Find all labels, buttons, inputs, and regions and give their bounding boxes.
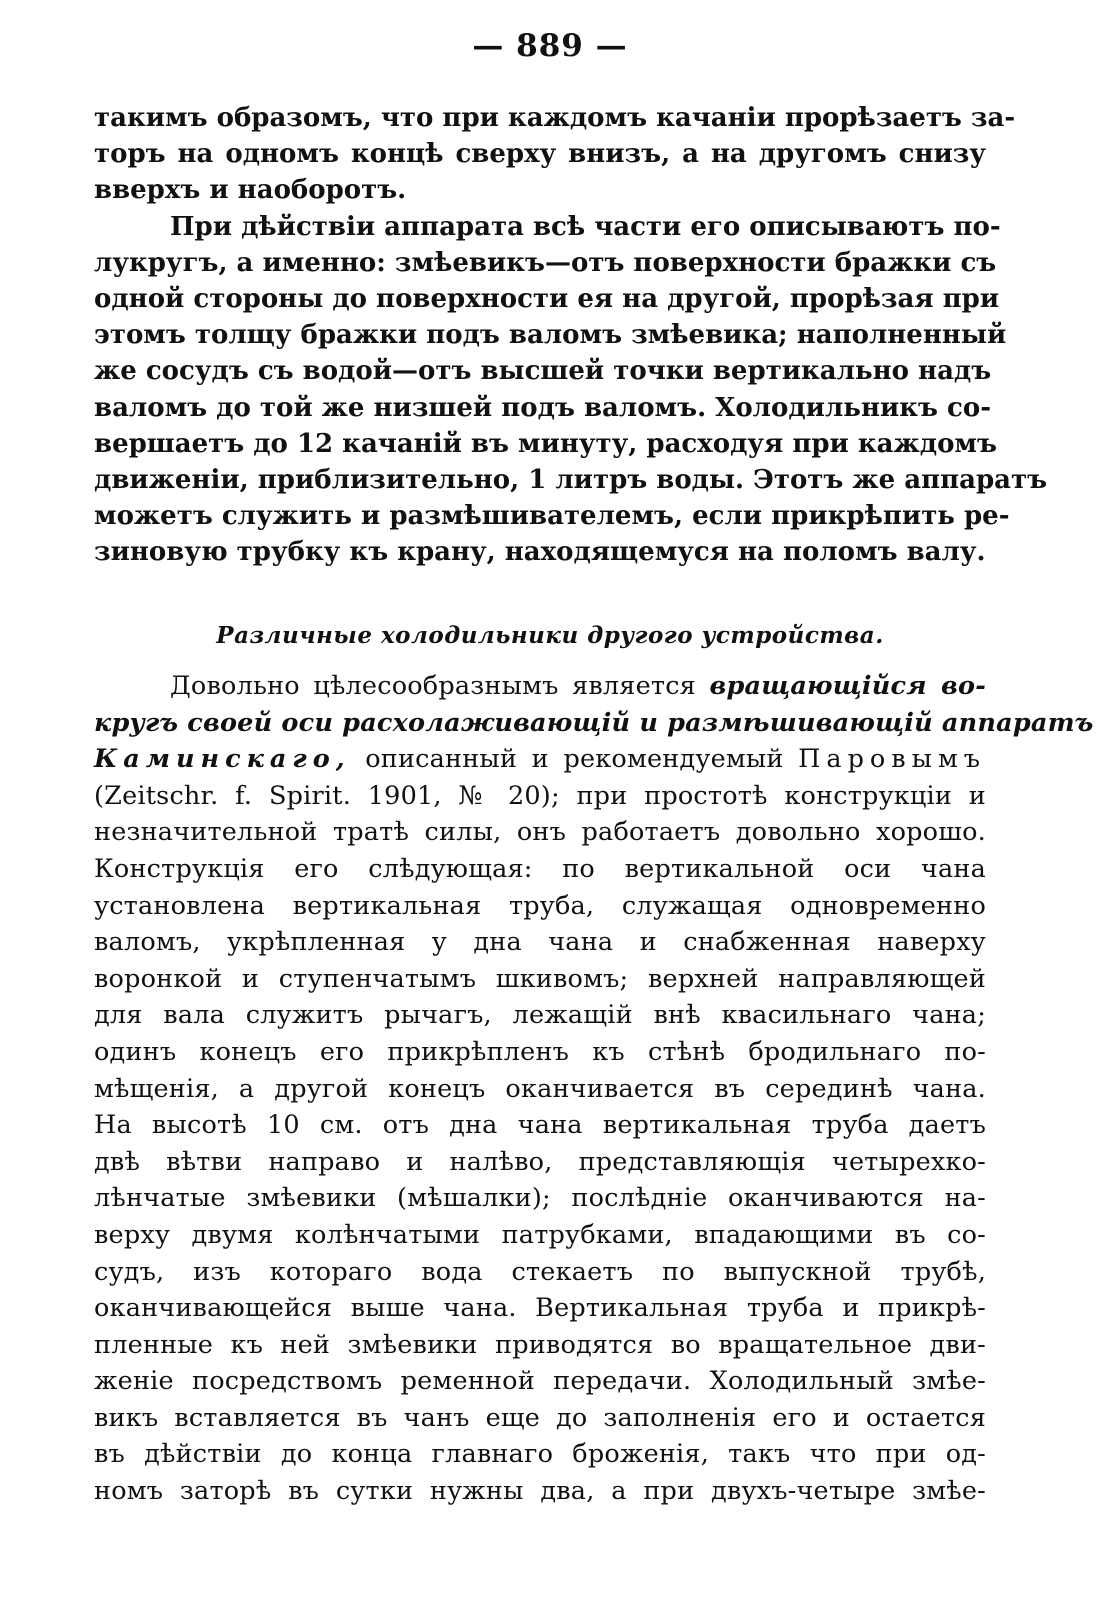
emphasis-run: кругъ своей оси расхолаживающій и размѣшивающій аппаратъ	[94, 707, 1094, 738]
text-line: лукругъ, а именно: змѣевикъ—отъ поверхности бражки съ	[94, 247, 997, 278]
text-line: же сосудъ съ водой—отъ высшей точки вертикально надъ	[94, 356, 992, 387]
text-line: Конструкція его слѣдующая: по вертикальной оси чана	[94, 853, 986, 884]
text-line: На высотѣ 10 см. отъ дна чана вертикальная труба даетъ	[94, 1110, 986, 1141]
text-line: незначительной тратѣ силы, онъ работаетъ довольно хорошо.	[94, 817, 986, 848]
text-line: въ дѣйствіи до конца главнаго броженія, такъ что при од-	[94, 1439, 986, 1470]
text-line	[94, 705, 1094, 742]
text-line: зиновую трубку къ крану, находящемуся на поломъ валу.	[94, 537, 986, 568]
text-line: этомъ толщу бражки подъ валомъ змѣевика; наполненный	[94, 320, 1007, 351]
text-line: вершаетъ до 12 качаній въ минуту, расходуя при каждомъ	[94, 428, 997, 459]
text-run: описанный и рекомендуемый	[350, 744, 799, 775]
text-line: викъ вставляется въ чанъ еще до заполненія его и остается	[94, 1402, 986, 1433]
author-name: Паровымъ	[798, 744, 986, 775]
text-line: валомъ до той же низшей подъ валомъ. Холодильникъ со-	[94, 392, 991, 423]
paragraph-block-2	[94, 668, 1094, 1510]
text-line: такимъ образомъ, что при каждомъ качаніи прорѣзаетъ за-	[94, 103, 1016, 133]
text-line: женіе посредствомъ ременной передачи. Холодильный змѣе-	[94, 1366, 986, 1397]
text-line: для вала служитъ рычагъ, лежащій внѣ квасильнаго чана;	[94, 1000, 986, 1031]
text-line: валомъ, укрѣпленная у дна чана и снабженная наверху	[94, 927, 986, 958]
page-number: — 889 —	[472, 28, 628, 64]
text-line: установлена вертикальная труба, служащая одновременно	[94, 890, 986, 921]
text-line: пленные къ ней змѣевики приводятся во вращательное дви-	[94, 1329, 986, 1360]
author-name: Каминскаго,	[94, 744, 351, 775]
emphasis-run: вращающійся во-	[709, 671, 986, 701]
text-line: двѣ вѣтви направо и налѣво, представляющія четырехко-	[94, 1146, 986, 1177]
text-line: можетъ служить и размѣшивателемъ, если прикрѣпить ре-	[94, 501, 1010, 532]
text-line: вверхъ и наоборотъ.	[94, 175, 407, 206]
text-line: (Zeitschr. f. Spirit. 1901, № 20); при простотѣ конструкціи и	[94, 780, 986, 811]
text-line: одинъ конецъ его прикрѣпленъ къ стѣнѣ бродильнаго по-	[94, 1036, 986, 1067]
text-line	[94, 741, 986, 778]
text-line: лѣнчатые змѣевики (мѣшалки); послѣдніе оканчиваются на-	[94, 1183, 986, 1214]
text-line: торъ на одномъ концѣ сверху внизъ, а на другомъ снизу	[94, 139, 986, 170]
text-line: одной стороны до поверхности ея на другой, прорѣзая при	[94, 283, 1000, 314]
text-line: движеніи, приблизительно, 1 литръ воды. Этотъ же аппаратъ	[94, 464, 1048, 495]
text-line: воронкой и ступенчатымъ шкивомъ; верхней направляющей	[94, 963, 986, 994]
text-line: мѣщенія, а другой конецъ оканчивается въ серединѣ чана.	[94, 1073, 986, 1104]
text-line: При дѣйствіи аппарата всѣ части его описываютъ по-	[170, 211, 1001, 242]
text-line: судъ, изъ котораго вода стекаетъ по выпускной трубѣ,	[94, 1256, 986, 1287]
text-line	[94, 668, 986, 705]
text-line: оканчивающейся выше чана. Вертикальная труба и прикрѣ-	[94, 1293, 986, 1324]
paragraph-block-1	[94, 100, 1048, 570]
text-line: номъ заторѣ въ сутки нужны два, а при двухъ-четыре змѣе-	[94, 1476, 986, 1507]
text-line: верху двумя колѣнчатыми патрубками, впадающими въ со-	[94, 1219, 986, 1250]
text-run: Довольно цѣлесообразнымъ является	[170, 671, 710, 701]
section-heading: Различные холодильники другого устройства.	[216, 622, 884, 649]
